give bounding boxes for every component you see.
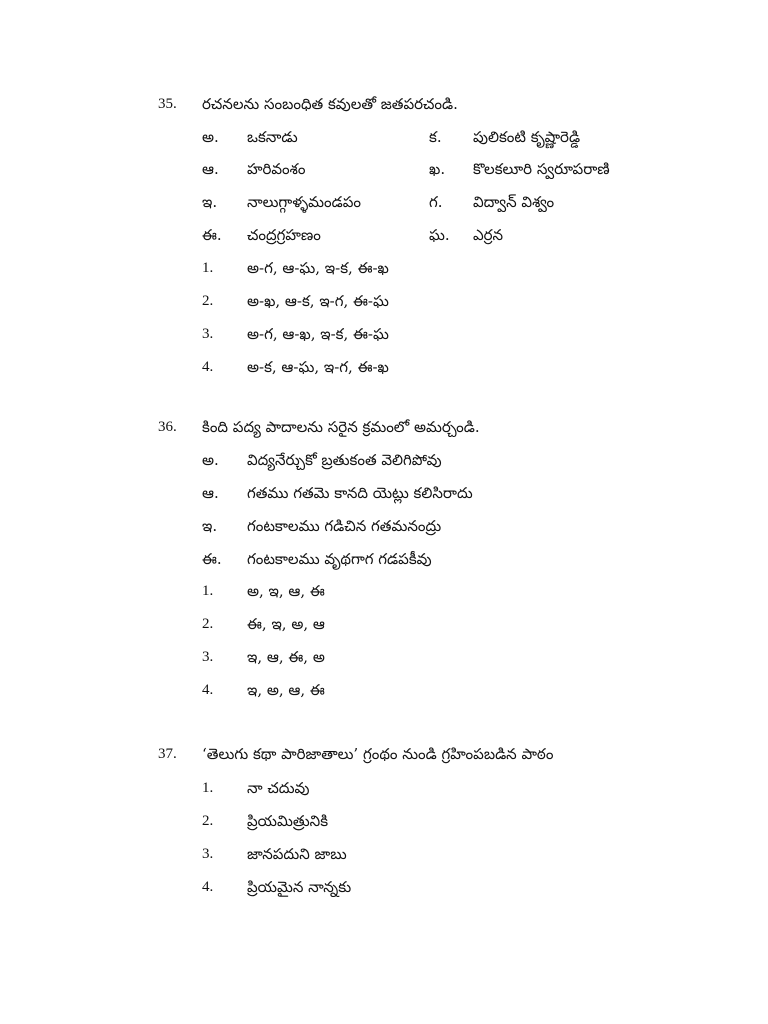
option-number: 2. [202,293,214,309]
option-text: అ-గ, ఆ-ఖ, ఇ-క, ఈ-ఘ [247,325,389,343]
item-label: ఇ. [202,517,218,535]
match-left-label: ఈ. [202,226,222,244]
option-text: అ-క, ఆ-ఘ, ఇ-గ, ఈ-ఖ [247,358,389,376]
option-number: 1. [202,260,214,276]
match-right-text: పులికంటి కృష్ణారెడ్డి [473,128,581,146]
option-text: జానపదుని జాబు [247,845,347,863]
match-left-label: అ. [202,128,219,146]
option-text: ప్రియమిత్రునికి [247,812,329,830]
option-number: 4. [202,359,214,375]
match-left-text: చంద్రగ్రహణం [247,226,321,244]
item-text: విద్యనేర్చుకో బ్రతుకంత వెలిగిపోవు [247,451,442,469]
option-number: 4. [202,682,214,698]
item-label: ఆ. [202,484,219,502]
question-number: 37. [158,746,177,762]
option-number: 3. [202,326,214,342]
option-number: 1. [202,780,214,796]
option-number: 2. [202,616,214,632]
match-left-text: నాలుగ్గాళ్ళమండపం [247,193,361,211]
option-text: అ-గ, ఆ-ఘ, ఇ-క, ఈ-ఖ [247,259,389,277]
option-number: 2. [202,813,214,829]
match-right-label: ఘ. [429,226,450,244]
option-text: అ, ఇ, ఆ, ఈ [247,582,325,600]
match-right-label: ఖ. [429,160,446,178]
question-number: 36. [158,419,177,435]
option-number: 3. [202,649,214,665]
option-text: ప్రియమైన నాన్నకు [247,878,352,896]
question-text: కింది పద్య పాదాలను సరైన క్రమంలో అమర్చండి. [202,418,480,436]
option-text: ఇ, అ, ఆ, ఈ [247,681,325,699]
option-text: ఇ, ఆ, ఈ, అ [247,648,325,666]
match-right-label: క. [429,128,442,146]
option-text: ఈ, ఇ, అ, ఆ [247,615,325,633]
option-number: 1. [202,583,214,599]
question-number: 35. [158,96,177,112]
option-text: అ-ఖ, ఆ-క, ఇ-గ, ఈ-ఘ [247,292,389,310]
match-left-text: ఒకనాడు [247,128,298,146]
option-number: 4. [202,879,214,895]
item-label: అ. [202,451,219,469]
match-right-label: గ. [429,193,443,211]
match-left-label: ఆ. [202,160,219,178]
match-right-text: ఎర్రన [473,226,504,244]
question-text: ‘తెలుగు కథా పారిజాతాలు’ గ్రంథం నుండి గ్రహింపబడిన పాఠం [202,745,554,763]
item-text: గంటకాలము వృథగాగ గడపకీవు [247,550,432,568]
option-number: 3. [202,846,214,862]
item-label: ఈ. [202,550,222,568]
item-text: గంటకాలము గడిచిన గతమనంద్రు [247,517,442,535]
question-text: రచనలను సంబంధిత కవులతో జతపరచండి. [202,95,458,113]
option-text: నా చదువు [247,779,310,797]
match-right-text: కొలకలూరి స్వరూపరాణి [473,160,610,178]
match-left-label: ఇ. [202,193,218,211]
item-text: గతము గతమె కానది యెట్లు కలిసిరాదు [247,484,473,502]
match-right-text: విద్వాన్ విశ్వం [473,193,555,211]
match-left-text: హరివంశం [247,160,306,178]
